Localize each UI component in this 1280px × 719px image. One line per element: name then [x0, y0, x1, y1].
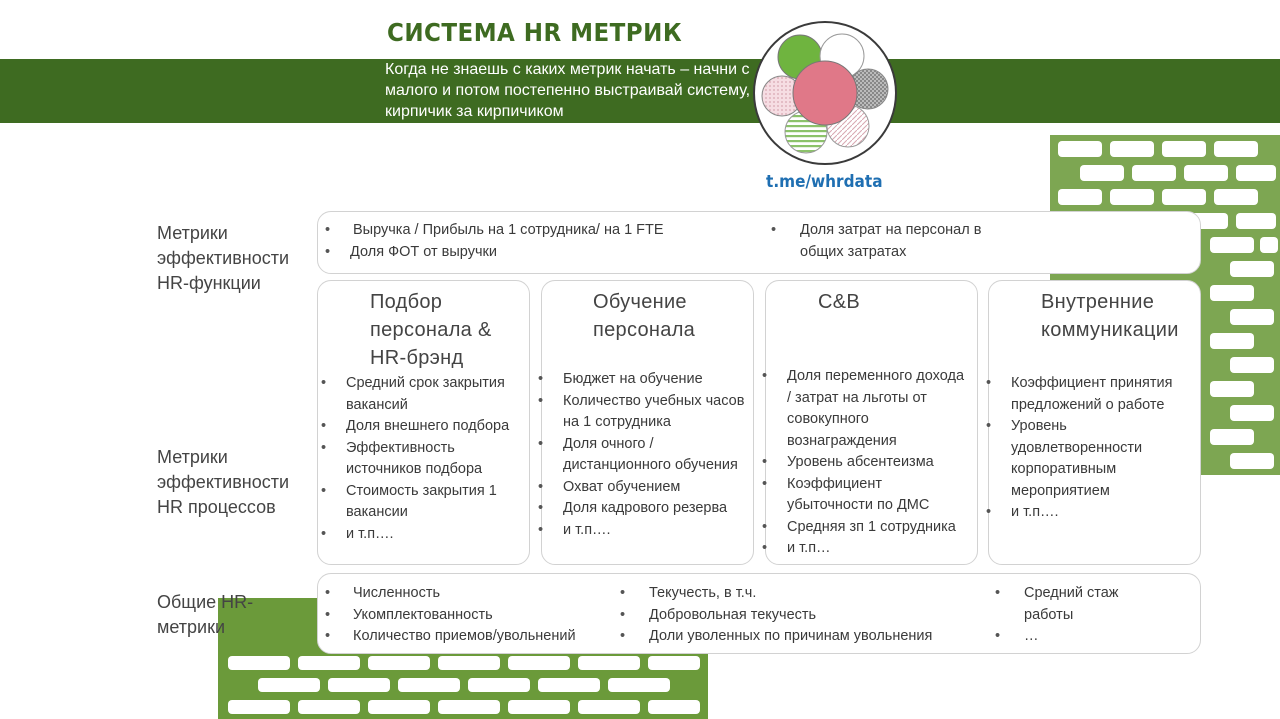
list-item: • Укомплектованность: [322, 605, 612, 627]
list-item: • и т.п….: [535, 520, 747, 542]
list-item: • Доля затрат на персонал в общих затратах: [768, 220, 998, 263]
list-item: • Средний срок закрытия вакансий: [318, 373, 523, 416]
list-item: • Количество приемов/увольнений: [322, 626, 612, 648]
general-list-col1: [322, 583, 612, 648]
column-cb: [765, 280, 978, 565]
list-item: • и т.п….: [318, 524, 523, 546]
column-title: Внутренние коммуникации: [1041, 291, 1179, 341]
list-item: • Бюджет на обучение: [535, 369, 747, 391]
list-item: • Доля ФОТ от выручки: [322, 242, 742, 264]
hr-function-box: [317, 211, 1201, 274]
general-hr-box: [317, 573, 1201, 654]
list-item: • и т.п….: [983, 502, 1193, 524]
column-title: Обучение персонала: [593, 291, 696, 341]
list-item: • Эффективность источников подбора: [318, 438, 523, 481]
list-item: • …: [992, 626, 1142, 648]
list-item: • Доли уволенных по причинам увольнения: [617, 626, 947, 648]
list-item: • Добровольная текучесть: [617, 605, 947, 627]
list-item: • Уровень абсентеизма: [759, 452, 971, 474]
list-item: • Доля переменного дохода / затрат на льготы от совокупного вознаграждения: [759, 366, 971, 452]
list-item: • Доля кадрового резерва: [535, 498, 747, 520]
telegram-link[interactable]: t.me/whrdata: [766, 172, 883, 192]
list-item: • Стоимость закрытия 1 вакансии: [318, 481, 523, 524]
list-item: • Средняя зп 1 сотрудника: [759, 517, 971, 539]
row-label-hr-processes: Метрики эффективности HR процессов: [157, 447, 290, 517]
column-title: Подбор персонала & HR-брэнд: [370, 291, 492, 369]
row-label-general-hr: Общие HR-метрики: [157, 592, 254, 637]
list-item: • Выручка / Прибыль на 1 сотрудника/ на 1 FTE: [322, 220, 742, 242]
list-item: • Доля внешнего подбора: [318, 416, 523, 438]
column-list: [759, 366, 971, 560]
column-recruitment: [317, 280, 530, 565]
row-label-hr-function: Метрики эффективности HR-функции: [157, 223, 290, 293]
list-item: • Средний стаж работы: [992, 583, 1142, 626]
list-item: • Доля очного / дистанционного обучения: [535, 434, 747, 477]
column-internal-comms: [988, 280, 1201, 565]
list-item: • Коэффициент убыточности по ДМС: [759, 474, 971, 517]
list-item: • Коэффициент принятия предложений о работе: [983, 373, 1193, 416]
list-item: • и т.п…: [759, 538, 971, 560]
list-item: • Количество учебных часов на 1 сотрудника: [535, 391, 747, 434]
general-list-col3: [992, 583, 1142, 648]
list-item: • Уровень удовлетворенности корпоративным мероприятием: [983, 416, 1193, 502]
hr-function-list-left: [322, 220, 742, 263]
header-subtitle: Когда не знаешь с каких метрик начать – начни с малого и потом постепенно выстраивай систему, кирпичик за кирпичиком: [385, 61, 751, 120]
list-item: • Охват обучением: [535, 477, 747, 499]
page-title: СИСТЕМА HR МЕТРИК: [387, 18, 683, 47]
list-item: • Текучесть, в т.ч.: [617, 583, 947, 605]
column-training: [541, 280, 754, 565]
column-list: [535, 369, 747, 541]
list-item: • Численность: [322, 583, 612, 605]
column-list: [318, 373, 523, 545]
logo-circles-icon: [752, 20, 898, 166]
hr-function-list-right: [768, 220, 998, 263]
general-list-col2: [617, 583, 947, 648]
column-title: C&B: [818, 291, 861, 313]
column-list: [983, 373, 1193, 524]
